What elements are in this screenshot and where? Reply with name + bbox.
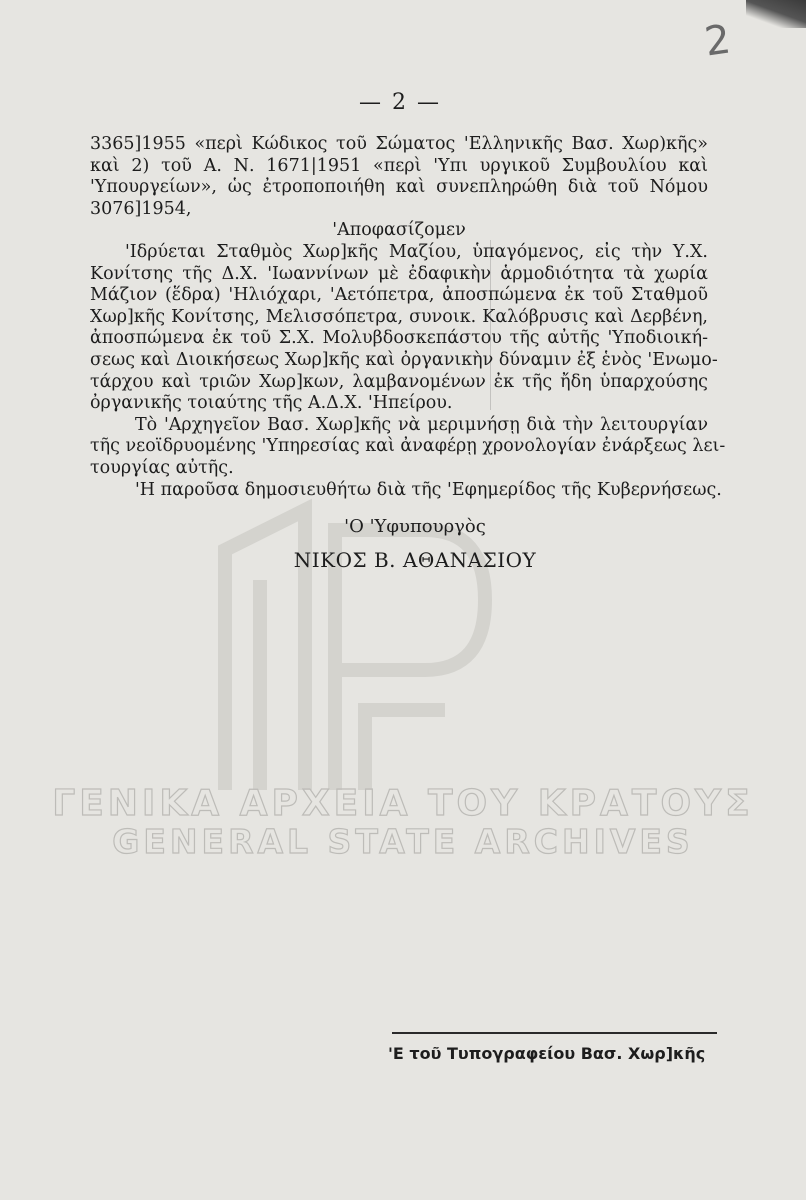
signature-name: ΝΙΚΟΣ Β. ΑΘΑΝΑΣΙΟΥ xyxy=(293,548,537,572)
printer-line: 'Ε τοῦ Τυπογραφείου Βασ. Χωρ]κῆς xyxy=(388,1044,706,1063)
text-line: 3365]1955 «περὶ Κώδικος τοῦ Σώματος 'Ελληνικῆς Βασ. Χωρ)κῆς» xyxy=(90,134,708,154)
text-line: 'Ιδρύεται Σταθμὸς Χωρ]κῆς Μαζίου, ὑπαγόμενος, εἰς τὴν Υ.Χ. xyxy=(125,241,708,262)
document-body xyxy=(90,134,726,501)
text-line: Μάζιον (ἕδρα) 'Ηλιόχαρι, 'Αετόπετρα, ἀποσπώμενα ἐκ τοῦ Σταθμοῦ xyxy=(90,285,708,306)
text-line: ὀργανικῆς τοιαύτης τῆς Α.Δ.Χ. 'Ηπείρου. xyxy=(90,393,453,414)
publication-order: 'Η παροῦσα δημοσιευθήτω διὰ τῆς 'Εφημερίδος τῆς Κυβερνήσεως. xyxy=(135,479,722,500)
watermark-greek: ΓΕΝΙΚΑ ΑΡΧΕΙΑ ΤΟΥ ΚΡΑΤΟΥΣ xyxy=(52,783,754,824)
text-line: Τὸ 'Αρχηγεῖον Βασ. Χωρ]κῆς νὰ μεριμνήσῃ διὰ τὴν λειτουργίαν xyxy=(135,414,708,435)
handwritten-page-mark: 2 xyxy=(701,16,734,66)
signature-title: 'Ο 'Υφυπουργὸς xyxy=(344,516,486,537)
watermark-english: GENERAL STATE ARCHIVES xyxy=(112,822,694,861)
text-line: σεως καὶ Διοικήσεως Χωρ]κῆς καὶ ὀργανικὴν δύναμιν ἐξ ἑνὸς 'Ενωμο- xyxy=(90,349,718,370)
decision-heading: 'Αποφασίζομεν xyxy=(332,220,466,241)
text-line: τάρχου καὶ τριῶν Χωρ]κων, λαμβανομένων ἐκ τῆς ἤδη ὑπαρχούσης xyxy=(90,371,708,392)
text-line: 3076]1954, xyxy=(90,198,192,219)
text-line: 'Υπουργείων», ὡς ἐτροποποιήθη καὶ συνεπληρώθη διὰ τοῦ Νόμου xyxy=(90,177,708,198)
text-line: τουργίας αὐτῆς. xyxy=(90,457,234,478)
text-line: Χωρ]κῆς Κονίτσης, Μελισσόπετρα, συνοικ. Καλόβρυσις καὶ Δερβένη, xyxy=(90,306,708,327)
archive-emblem-watermark xyxy=(185,490,525,830)
footer-rule xyxy=(392,1032,717,1034)
text-line: τῆς νεοϊδρυομένης 'Υπηρεσίας καὶ ἀναφέρῃ χρονολογίαν ἐνάρξεως λει- xyxy=(90,436,726,457)
page-number: — 2 — xyxy=(359,90,441,115)
text-line: καὶ 2) τοῦ Α. Ν. 1671|1951 «περὶ 'Υπι υργικοῦ Συμβουλίου καὶ xyxy=(90,155,708,176)
text-line: ἀποσπώμενα ἐκ τοῦ Σ.Χ. Μολυβδοσκεπάστου τῆς αὐτῆς 'Υποδιοική- xyxy=(90,328,708,349)
scan-corner-shadow xyxy=(746,0,806,28)
text-line: Κονίτσης τῆς Δ.Χ. 'Ιωαννίνων μὲ ἐδαφικὴν ἁρμοδιότητα τὰ χωρία xyxy=(90,263,708,284)
